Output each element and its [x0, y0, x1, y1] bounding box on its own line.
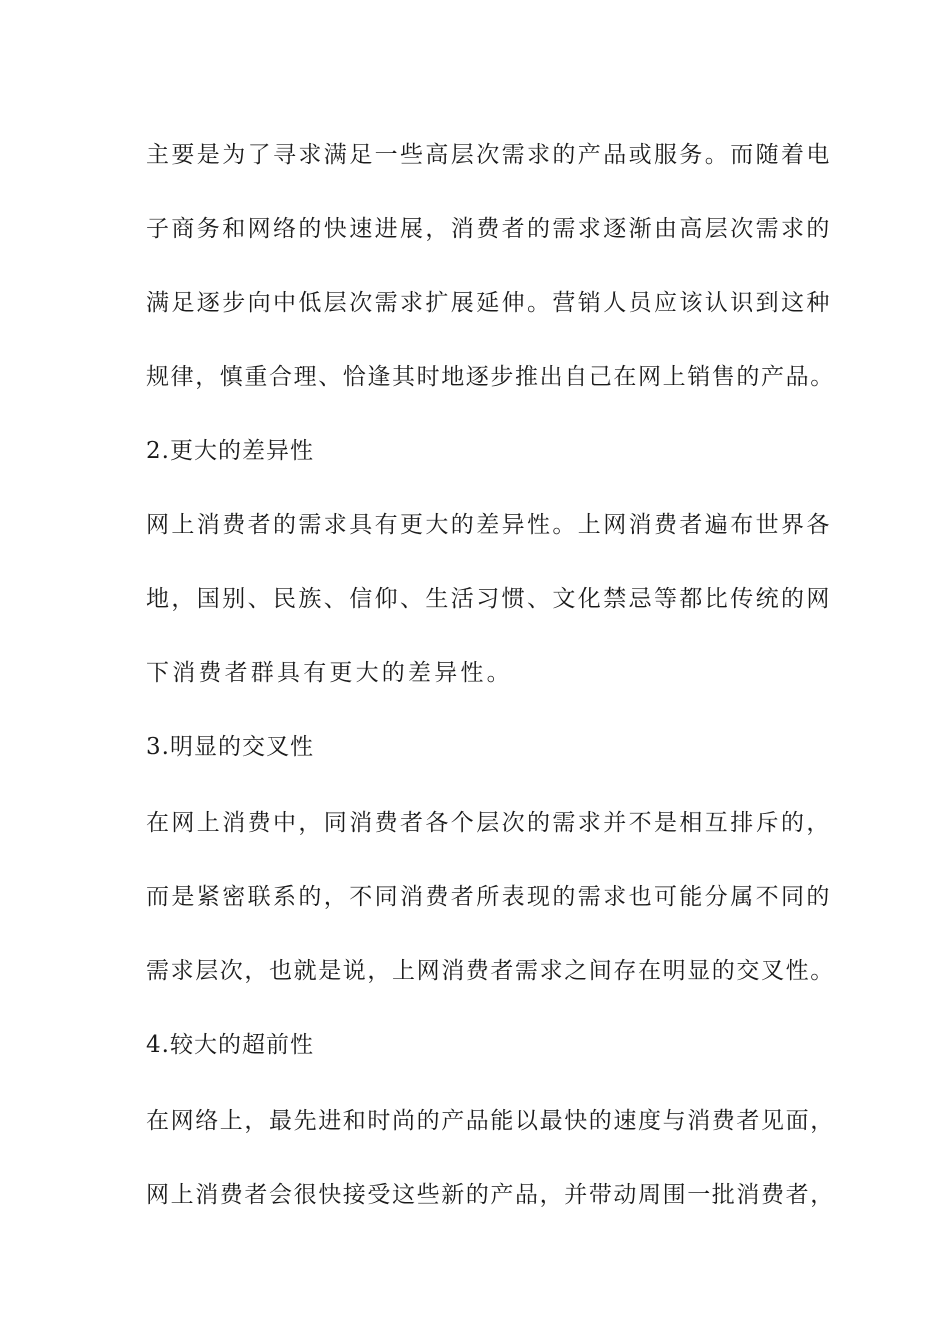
section-heading: 2.更大的差异性: [146, 438, 314, 464]
paragraph-line: 在网络上，最先进和时尚的产品能以最快的速度与消费者见面，: [146, 1108, 835, 1134]
section-heading: 4.较大的超前性: [146, 1032, 314, 1058]
paragraph-line: 网上消费者会很快接受这些新的产品，并带动周围一批消费者，: [146, 1182, 835, 1208]
paragraph-line: 需求层次，也就是说，上网消费者需求之间存在明显的交叉性。: [146, 958, 835, 984]
paragraph-line: 而是紧密联系的，不同消费者所表现的需求也可能分属不同的: [146, 884, 832, 910]
paragraph-line: 下消费者群具有更大的差异性。: [146, 660, 513, 686]
paragraph-line: 在网上消费中，同消费者各个层次的需求并不是相互排斥的，: [146, 810, 832, 836]
paragraph-line: 地，国别、民族、信仰、生活习惯、文化禁忌等都比传统的网: [146, 586, 832, 612]
paragraph-line: 主要是为了寻求满足一些高层次需求的产品或服务。而随着电: [146, 142, 832, 168]
paragraph-line: 子商务和网络的快速进展，消费者的需求逐渐由高层次需求的: [146, 216, 832, 242]
paragraph-line: 规律，慎重合理、恰逢其时地逐步推出自己在网上销售的产品。: [146, 364, 835, 390]
paragraph-line: 满足逐步向中低层次需求扩展延伸。营销人员应该认识到这种: [146, 290, 832, 316]
paragraph-line: 网上消费者的需求具有更大的差异性。上网消费者遍布世界各: [146, 512, 832, 538]
section-heading: 3.明显的交叉性: [146, 734, 314, 760]
